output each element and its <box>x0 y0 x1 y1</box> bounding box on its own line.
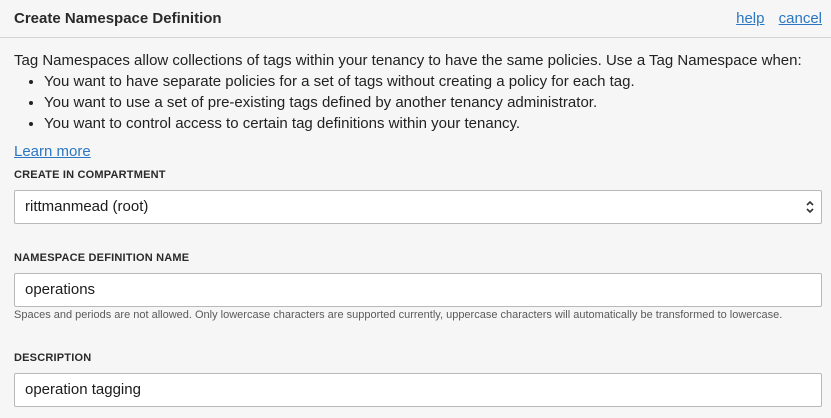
intro-section <box>14 50 819 134</box>
dialog-header <box>0 0 831 38</box>
compartment-select-value: rittmanmead (root) <box>25 198 149 215</box>
namespace-name-input[interactable]: operations <box>14 273 822 307</box>
intro-bullet: • You want to control access to certain tag definitions within your tenancy. <box>44 113 819 134</box>
intro-bullet: • You want to use a set of pre-existing tags defined by another tenancy administrator. <box>44 92 819 113</box>
cancel-link[interactable]: cancel <box>778 10 822 27</box>
description-label: DESCRIPTION <box>14 352 92 364</box>
help-link[interactable]: help <box>736 10 765 27</box>
namespace-name-label: NAMESPACE DEFINITION NAME <box>14 252 190 264</box>
intro-bullet-list <box>14 71 819 134</box>
namespace-name-hint: Spaces and periods are not allowed. Only lowercase characters are supported currently, uppercase characters will automatically be transformed to lowercase. <box>14 309 783 321</box>
compartment-select[interactable] <box>14 190 822 224</box>
intro-bullet: • You want to have separate policies for a set of tags without creating a policy for each tag. <box>44 71 819 92</box>
header-links <box>726 10 822 27</box>
learn-more-link[interactable]: Learn more <box>14 143 91 160</box>
description-input[interactable]: operation tagging <box>14 373 822 407</box>
chevron-up-down-icon <box>805 197 815 217</box>
compartment-label: CREATE IN COMPARTMENT <box>14 169 166 181</box>
intro-text: Tag Namespaces allow collections of tags within your tenancy to have the same policies. Use a Tag Namespace when: <box>14 52 802 69</box>
dialog-title: Create Namespace Definition <box>14 10 222 27</box>
